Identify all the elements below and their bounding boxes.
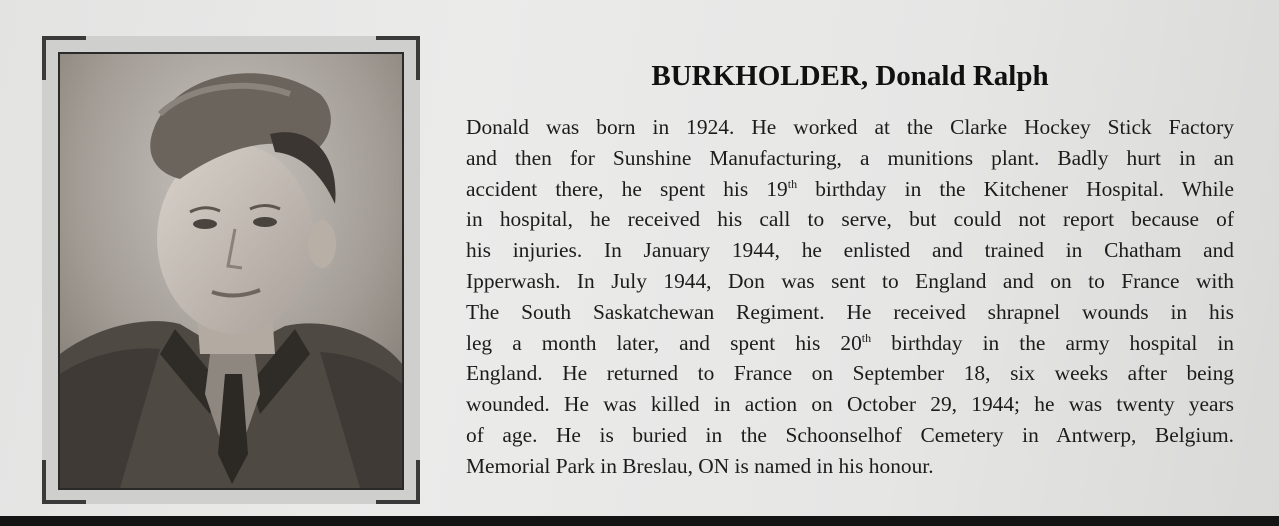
soldier-portrait-image <box>60 54 402 488</box>
bio-line: Memorial Park in Breslau, ON is named in his honour. <box>466 453 934 478</box>
bio-line-part: birthday in the army hospital in <box>871 330 1234 355</box>
bio-line: in hospital, he received his call to serve, but could not report because of <box>466 207 1234 232</box>
portrait-frame <box>42 36 420 504</box>
portrait-photo <box>58 52 404 490</box>
biography-text <box>466 112 1234 482</box>
bio-line: Donald was born in 1924. He worked at the Clarke Hockey Stick Factory <box>466 115 1234 139</box>
bio-line <box>466 328 1234 359</box>
bio-line-part: leg a month later, and spent his 20 <box>466 330 862 355</box>
bio-line: wounded. He was killed in action on October 29, 1944; he was twenty years <box>466 392 1234 417</box>
bio-line <box>466 174 1234 205</box>
bio-line-part: birthday in the Kitchener Hospital. While <box>797 176 1234 201</box>
ordinal-suffix: th <box>787 176 798 191</box>
bio-line: of age. He is buried in the Schoonselhof Cemetery in Antwerp, Belgium. <box>466 422 1234 447</box>
ordinal-suffix: th <box>861 330 872 345</box>
bio-line: England. He returned to France on September 18, six weeks after being <box>466 361 1234 386</box>
page-title: BURKHOLDER, Donald Ralph <box>651 60 1049 92</box>
bio-line: The South Saskatchewan Regiment. He received shrapnel wounds in his <box>466 299 1234 324</box>
bio-line: his injuries. In January 1944, he enlisted and trained in Chatham and <box>466 238 1234 263</box>
bio-line: Ipperwash. In July 1944, Don was sent to England and on to France with <box>466 268 1234 293</box>
bio-line-part: accident there, he spent his 19 <box>466 176 788 201</box>
bio-line: and then for Sunshine Manufacturing, a munitions plant. Badly hurt in an <box>466 145 1234 170</box>
